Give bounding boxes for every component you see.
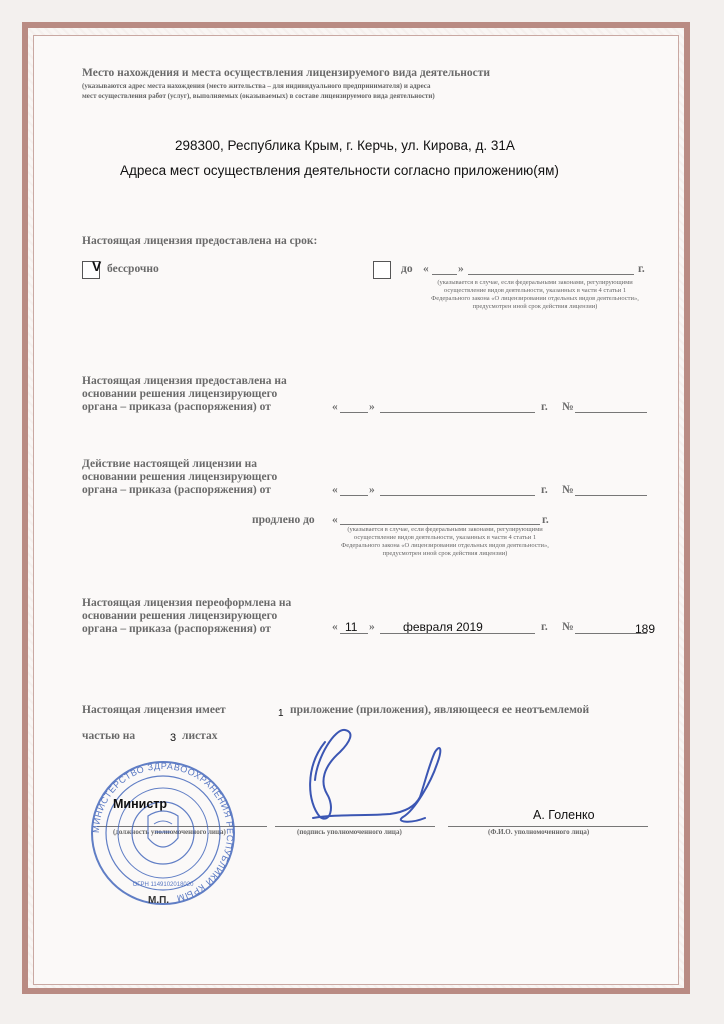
signature-note: (подпись уполномоченного лица): [297, 828, 402, 836]
extended-until-label: продлено до: [252, 514, 315, 526]
until-date-line: [468, 274, 634, 275]
term-note: (указывается в случае, если федеральными законами, регулирующими осуществление видов деятельности, указанных в части 4 статьи 1 Федерального закона «О лицензировании отдельных видов деятельности», предусмотрен иной срок действия лицензии): [431, 279, 639, 310]
unlimited-label: бессрочно: [107, 263, 159, 275]
term-label: Настоящая лицензия предоставлена на срок:: [82, 235, 318, 247]
appendix-text-c: частью на: [82, 730, 136, 742]
reissued-day: 11: [345, 620, 358, 634]
extended-line-1: Действие настоящей лицензии на: [82, 458, 257, 470]
extended-line-3: органа – приказа (распоряжения) от: [82, 484, 271, 496]
granted-day-line: [340, 412, 368, 413]
reissued-number: 189: [635, 622, 656, 636]
granted-line-3: органа – приказа (распоряжения) от: [82, 401, 271, 413]
header-note-1: (указываются адрес места нахождения (место жительства – для индивидуального предпринимателя) и адреса: [82, 82, 431, 90]
appendix-text-a: Настоящая лицензия имеет: [82, 704, 226, 716]
extended-number-line: [575, 495, 647, 496]
until-open-quote: «: [423, 263, 429, 275]
extended-date-line: [380, 495, 535, 496]
signatory-name: А. Голенко: [533, 808, 595, 822]
reissued-number-line: [575, 633, 647, 634]
mp-label: М.П.: [148, 895, 170, 906]
extended-day-line: [340, 495, 368, 496]
granted-date-line: [380, 412, 535, 413]
granted-year: г.: [541, 401, 548, 413]
appendix-sheets: 3: [170, 732, 177, 744]
official-stamp: [88, 758, 238, 908]
header-title: Место нахождения и места осуществления лицензируемого вида деятельности: [82, 67, 491, 79]
handwritten-signature: [295, 722, 455, 832]
reissued-number-sign: №: [562, 621, 574, 633]
address-note: Адреса мест осуществления деятельности согласно приложению(ям): [120, 163, 559, 178]
until-year: г.: [638, 263, 645, 275]
until-day-line: [432, 274, 457, 275]
header-note-2: мест осуществления работ (услуг), выполняемых (оказываемых) в составе лицензируемого вида деятельности): [82, 92, 435, 100]
reissued-line-2: основании решения лицензирующего: [82, 610, 278, 622]
extended-note: (указывается в случае, если федеральными законами, регулирующими осуществление видов деятельности, указанных в части 4 статьи 1 Федерального закона «О лицензировании отдельных видов деятельности», предусмотрен иной срок действия лицензии): [341, 526, 549, 557]
name-line: [448, 826, 648, 827]
granted-number-line: [575, 412, 647, 413]
granted-line-2: основании решения лицензирующего: [82, 388, 278, 400]
reissued-day-line: [340, 633, 368, 634]
reissued-month-year: февраля 2019: [403, 620, 483, 634]
stamp-ring-text: МИНИСТЕРСТВО ЗДРАВООХРАНЕНИЯ РЕСПУБЛИКИ КРЫМ: [90, 760, 236, 904]
extended-line-2: основании решения лицензирующего: [82, 471, 278, 483]
granted-line-1: Настоящая лицензия предоставлена на: [82, 375, 287, 387]
extended-number-sign: №: [562, 484, 574, 496]
address-text: 298300, Республика Крым, г. Керчь, ул. Кирова, д. 31А: [175, 138, 515, 153]
position-label: Министр: [113, 797, 168, 811]
reissued-line-3: органа – приказа (распоряжения) от: [82, 623, 271, 635]
appendix-text-b: приложение (приложения), являющееся ее неотъемлемой: [290, 704, 590, 716]
until-close-quote: »: [458, 263, 464, 275]
reissued-year: г.: [541, 621, 548, 633]
extended-year: г.: [541, 484, 548, 496]
stamp-ogrn: ОГРН 1149102018020: [132, 882, 194, 888]
name-note: (Ф.И.О. уполномоченного лица): [488, 828, 590, 836]
check-mark: V: [92, 258, 102, 274]
appendix-text-d: листах: [182, 730, 218, 742]
position-note: (должность уполномоченного лица): [113, 828, 226, 836]
until-label: до: [401, 263, 413, 275]
granted-number-sign: №: [562, 401, 574, 413]
appendix-count: 1: [278, 708, 284, 719]
reissued-line-1: Настоящая лицензия переоформлена на: [82, 597, 292, 609]
reissued-date-line: [380, 633, 535, 634]
extended-until-line: [340, 524, 540, 525]
until-checkbox: [373, 261, 391, 279]
